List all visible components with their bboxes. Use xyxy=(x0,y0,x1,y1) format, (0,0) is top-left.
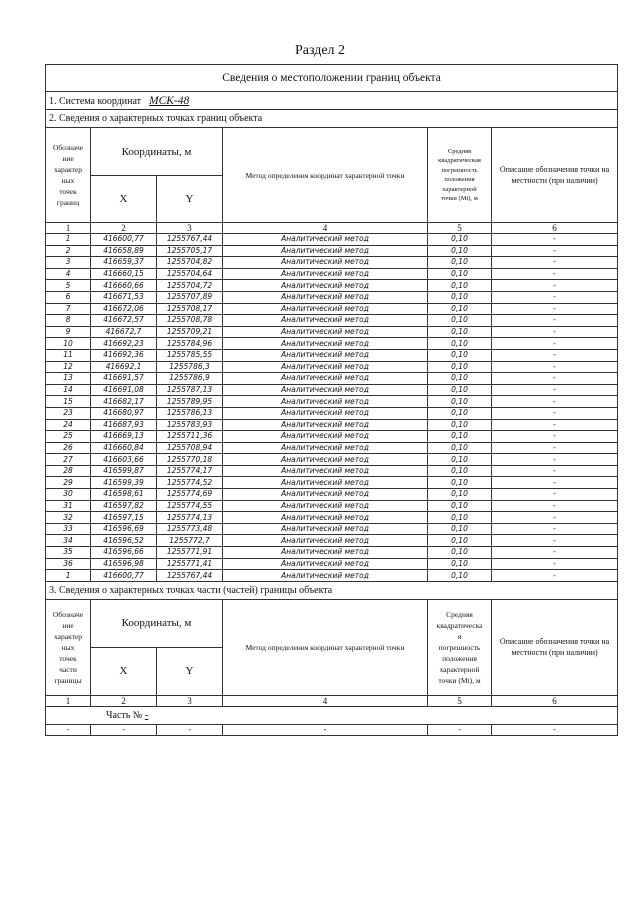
empty-cell: - xyxy=(46,724,91,735)
header-line: ных xyxy=(61,176,75,185)
coord-x: 416672,7 xyxy=(91,326,157,338)
coord-x: 416600,77 xyxy=(91,570,157,582)
column-number: 5 xyxy=(428,223,492,234)
header-line: точки (Mt), м xyxy=(438,675,481,685)
table-row xyxy=(46,442,618,454)
header-line: характерной xyxy=(439,664,480,674)
point-number: 34 xyxy=(46,535,91,547)
coord-y: 1255770,18 xyxy=(157,454,223,466)
header-line: положения xyxy=(444,176,475,183)
coord-y: 1255774,17 xyxy=(157,465,223,477)
description: - xyxy=(492,454,618,466)
point-number: 2 xyxy=(46,245,91,257)
table-row xyxy=(46,257,618,269)
coord-x: 416660,15 xyxy=(91,268,157,280)
method: Аналитический метод xyxy=(223,570,428,582)
coord-x: 416599,39 xyxy=(91,477,157,489)
coord-x: 416596,66 xyxy=(91,547,157,559)
coord-x: 416596,52 xyxy=(91,535,157,547)
s2-header-method: Метод определения координат характерной точки xyxy=(223,128,428,223)
point-number: 32 xyxy=(46,512,91,524)
point-number: 27 xyxy=(46,454,91,466)
error-value: 0,10 xyxy=(428,547,492,559)
coord-x: 416691,57 xyxy=(91,373,157,385)
coord-x: 416691,08 xyxy=(91,384,157,396)
method: Аналитический метод xyxy=(223,280,428,292)
coord-y: 1255787,13 xyxy=(157,384,223,396)
coord-y: 1255771,91 xyxy=(157,547,223,559)
table-row xyxy=(46,234,618,246)
s3-header-coordinates: Координаты, м xyxy=(91,599,223,647)
method: Аналитический метод xyxy=(223,558,428,570)
coord-y: 1255704,82 xyxy=(157,257,223,269)
point-number: 29 xyxy=(46,477,91,489)
point-number: 35 xyxy=(46,547,91,559)
table-row xyxy=(46,431,618,443)
header-line: погрешность xyxy=(441,166,478,174)
method: Аналитический метод xyxy=(223,512,428,524)
error-value: 0,10 xyxy=(428,431,492,443)
description: - xyxy=(492,338,618,350)
error-value: 0,10 xyxy=(428,419,492,431)
coord-x: 416660,84 xyxy=(91,442,157,454)
description: - xyxy=(492,268,618,280)
error-value: 0,10 xyxy=(428,338,492,350)
coord-y: 1255705,17 xyxy=(157,245,223,257)
point-number: 1 xyxy=(46,570,91,582)
method: Аналитический метод xyxy=(223,373,428,385)
s3-header-y: Y xyxy=(157,647,223,695)
column-number: 2 xyxy=(91,223,157,234)
method: Аналитический метод xyxy=(223,326,428,338)
table-row xyxy=(46,535,618,547)
table-row xyxy=(46,338,618,350)
point-number: 3 xyxy=(46,257,91,269)
header-line: Средняя xyxy=(446,609,473,619)
point-number: 23 xyxy=(46,407,91,419)
error-value: 0,10 xyxy=(428,384,492,396)
coord-y: 1255771,41 xyxy=(157,558,223,570)
description: - xyxy=(492,558,618,570)
coord-x: 416603,66 xyxy=(91,454,157,466)
error-value: 0,10 xyxy=(428,291,492,303)
s2-header-coordinates: Координаты, м xyxy=(91,128,223,176)
method: Аналитический метод xyxy=(223,489,428,501)
error-value: 0,10 xyxy=(428,465,492,477)
method: Аналитический метод xyxy=(223,338,428,350)
empty-cell: - xyxy=(492,724,618,735)
coord-x: 416692,36 xyxy=(91,349,157,361)
error-value: 0,10 xyxy=(428,500,492,512)
table-row xyxy=(46,512,618,524)
description: - xyxy=(492,512,618,524)
column-number: 4 xyxy=(223,223,428,234)
table-row xyxy=(46,326,618,338)
table-row xyxy=(46,361,618,373)
s3-header-method: Метод определения координат характерной точки xyxy=(223,599,428,695)
header-line: характерной xyxy=(442,185,477,193)
table-row xyxy=(46,384,618,396)
s3-header-description: Описание обозначения точки на местности (при наличии) xyxy=(492,599,618,695)
coord-x: 416660,66 xyxy=(91,280,157,292)
coord-y: 1255786,13 xyxy=(157,407,223,419)
coord-x: 416672,06 xyxy=(91,303,157,315)
table-row xyxy=(46,315,618,327)
coord-system-value: МСК-48 xyxy=(149,94,190,107)
point-number: 36 xyxy=(46,558,91,570)
description: - xyxy=(492,570,618,582)
document-frame xyxy=(45,64,617,736)
method: Аналитический метод xyxy=(223,477,428,489)
coord-y: 1255773,48 xyxy=(157,523,223,535)
table-row xyxy=(46,558,618,570)
coord-y: 1255774,55 xyxy=(157,500,223,512)
table-row xyxy=(46,570,618,582)
description: - xyxy=(492,465,618,477)
header-line: погрешность xyxy=(438,642,481,652)
coord-y: 1255767,44 xyxy=(157,570,223,582)
method: Аналитический метод xyxy=(223,442,428,454)
error-value: 0,10 xyxy=(428,234,492,246)
error-value: 0,10 xyxy=(428,570,492,582)
column-number: 3 xyxy=(157,223,223,234)
error-value: 0,10 xyxy=(428,523,492,535)
point-number: 6 xyxy=(46,291,91,303)
column-number: 2 xyxy=(91,695,157,706)
column-number: 1 xyxy=(46,695,91,706)
coord-y: 1255783,93 xyxy=(157,419,223,431)
table-row xyxy=(46,500,618,512)
method: Аналитический метод xyxy=(223,454,428,466)
method: Аналитический метод xyxy=(223,315,428,327)
error-value: 0,10 xyxy=(428,442,492,454)
point-number: 33 xyxy=(46,523,91,535)
column-number: 5 xyxy=(428,695,492,706)
description: - xyxy=(492,419,618,431)
error-value: 0,10 xyxy=(428,407,492,419)
coord-x: 416659,37 xyxy=(91,257,157,269)
coord-system-row xyxy=(46,92,618,110)
description: - xyxy=(492,396,618,408)
table-row xyxy=(46,245,618,257)
header-line: я xyxy=(457,631,462,641)
point-number: 10 xyxy=(46,338,91,350)
table-row xyxy=(46,454,618,466)
s2-header-y: Y xyxy=(157,176,223,223)
description: - xyxy=(492,349,618,361)
coord-system-label: 1. Система координат xyxy=(49,95,142,107)
coord-x: 416680,97 xyxy=(91,407,157,419)
coord-x: 416598,61 xyxy=(91,489,157,501)
error-value: 0,10 xyxy=(428,535,492,547)
method: Аналитический метод xyxy=(223,500,428,512)
point-number: 13 xyxy=(46,373,91,385)
s3-column-numbers xyxy=(46,695,618,706)
point-number: 30 xyxy=(46,489,91,501)
error-value: 0,10 xyxy=(428,315,492,327)
description: - xyxy=(492,315,618,327)
method: Аналитический метод xyxy=(223,349,428,361)
method: Аналитический метод xyxy=(223,303,428,315)
description: - xyxy=(492,535,618,547)
header-line: квадратическа xyxy=(436,620,483,630)
header-line: границы xyxy=(54,675,82,685)
coord-x: 416692,23 xyxy=(91,338,157,350)
part-value: - xyxy=(144,709,149,721)
description: - xyxy=(492,489,618,501)
coord-y: 1255711,36 xyxy=(157,431,223,443)
description: - xyxy=(492,477,618,489)
s2-header-x: X xyxy=(91,176,157,223)
method: Аналитический метод xyxy=(223,257,428,269)
coord-y: 1255708,94 xyxy=(157,442,223,454)
header-line: точек xyxy=(59,653,77,663)
coord-x: 416672,57 xyxy=(91,315,157,327)
coord-y: 1255774,13 xyxy=(157,512,223,524)
coord-y: 1255767,44 xyxy=(157,234,223,246)
empty-cell: - xyxy=(157,724,223,735)
s3-header-x: X xyxy=(91,647,157,695)
method: Аналитический метод xyxy=(223,419,428,431)
point-number: 25 xyxy=(46,431,91,443)
coord-x: 416671,53 xyxy=(91,291,157,303)
header-line: характер xyxy=(54,631,82,641)
error-value: 0,10 xyxy=(428,257,492,269)
method: Аналитический метод xyxy=(223,361,428,373)
point-number: 5 xyxy=(46,280,91,292)
coord-y: 1255785,55 xyxy=(157,349,223,361)
column-number: 6 xyxy=(492,223,618,234)
error-value: 0,10 xyxy=(428,245,492,257)
coord-x: 416596,98 xyxy=(91,558,157,570)
point-number: 4 xyxy=(46,268,91,280)
description: - xyxy=(492,431,618,443)
coord-y: 1255704,64 xyxy=(157,268,223,280)
description: - xyxy=(492,280,618,292)
header-line: характер xyxy=(54,165,82,174)
header-line: точек xyxy=(59,187,77,196)
empty-cell: - xyxy=(428,724,492,735)
description: - xyxy=(492,407,618,419)
method: Аналитический метод xyxy=(223,384,428,396)
header-line: части xyxy=(59,664,77,674)
error-value: 0,10 xyxy=(428,512,492,524)
method: Аналитический метод xyxy=(223,291,428,303)
method: Аналитический метод xyxy=(223,268,428,280)
coord-x: 416692,1 xyxy=(91,361,157,373)
coord-x: 416599,87 xyxy=(91,465,157,477)
method: Аналитический метод xyxy=(223,465,428,477)
s2-header-error xyxy=(428,128,492,223)
coord-x: 416682,17 xyxy=(91,396,157,408)
coord-y: 1255784,96 xyxy=(157,338,223,350)
main-title: Сведения о местоположении границ объекта xyxy=(46,65,618,92)
point-number: 12 xyxy=(46,361,91,373)
header-line: квадратическая xyxy=(438,157,481,164)
point-number: 26 xyxy=(46,442,91,454)
point-number: 24 xyxy=(46,419,91,431)
point-number: 11 xyxy=(46,349,91,361)
s3-header-error xyxy=(428,599,492,695)
empty-cell: - xyxy=(223,724,428,735)
description: - xyxy=(492,245,618,257)
table-row xyxy=(46,291,618,303)
coord-x: 416687,93 xyxy=(91,419,157,431)
coord-y: 1255789,95 xyxy=(157,396,223,408)
s3-empty-row xyxy=(46,724,618,735)
method: Аналитический метод xyxy=(223,245,428,257)
description: - xyxy=(492,500,618,512)
coord-x: 416600,77 xyxy=(91,234,157,246)
header-line: Обозначе xyxy=(52,143,84,152)
coord-y: 1255704,72 xyxy=(157,280,223,292)
table-row xyxy=(46,373,618,385)
section2-title: 2. Сведения о характерных точках границ объекта xyxy=(46,110,618,128)
table-row xyxy=(46,523,618,535)
header-line: границ xyxy=(56,198,80,207)
description: - xyxy=(492,361,618,373)
table-row xyxy=(46,477,618,489)
boundary-table xyxy=(45,64,618,736)
coord-y: 1255786,3 xyxy=(157,361,223,373)
coord-y: 1255772,7 xyxy=(157,535,223,547)
point-number: 1 xyxy=(46,234,91,246)
point-number: 7 xyxy=(46,303,91,315)
method: Аналитический метод xyxy=(223,431,428,443)
coord-y: 1255774,52 xyxy=(157,477,223,489)
description: - xyxy=(492,303,618,315)
error-value: 0,10 xyxy=(428,303,492,315)
section3-title: 3. Сведения о характерных точках части (частей) границы объекта xyxy=(46,581,618,599)
description: - xyxy=(492,384,618,396)
error-value: 0,10 xyxy=(428,454,492,466)
error-value: 0,10 xyxy=(428,489,492,501)
part-label: Часть № xyxy=(106,709,143,721)
error-value: 0,10 xyxy=(428,349,492,361)
method: Аналитический метод xyxy=(223,547,428,559)
description: - xyxy=(492,523,618,535)
table-row xyxy=(46,547,618,559)
description: - xyxy=(492,547,618,559)
coord-x: 416669,13 xyxy=(91,431,157,443)
header-line: Средняя xyxy=(447,147,472,155)
error-value: 0,10 xyxy=(428,396,492,408)
description: - xyxy=(492,234,618,246)
coord-y: 1255786,9 xyxy=(157,373,223,385)
column-number: 1 xyxy=(46,223,91,234)
error-value: 0,10 xyxy=(428,373,492,385)
method: Аналитический метод xyxy=(223,535,428,547)
point-number: 31 xyxy=(46,500,91,512)
point-number: 28 xyxy=(46,465,91,477)
method: Аналитический метод xyxy=(223,396,428,408)
point-number: 15 xyxy=(46,396,91,408)
point-number: 14 xyxy=(46,384,91,396)
point-number: 9 xyxy=(46,326,91,338)
table-row xyxy=(46,280,618,292)
header-line: ние xyxy=(62,154,74,163)
description: - xyxy=(492,257,618,269)
table-row xyxy=(46,489,618,501)
coord-y: 1255708,78 xyxy=(157,315,223,327)
header-line: ных xyxy=(61,642,75,652)
coord-y: 1255708,17 xyxy=(157,303,223,315)
error-value: 0,10 xyxy=(428,361,492,373)
header-line: ние xyxy=(62,620,74,630)
description: - xyxy=(492,326,618,338)
method: Аналитический метод xyxy=(223,407,428,419)
empty-cell: - xyxy=(91,724,157,735)
table-row xyxy=(46,268,618,280)
s3-header-designation xyxy=(46,599,91,695)
table-row xyxy=(46,303,618,315)
error-value: 0,10 xyxy=(428,280,492,292)
part-label-row xyxy=(46,706,618,724)
error-value: 0,10 xyxy=(428,558,492,570)
header-line: точки (Mt), м xyxy=(441,195,478,202)
column-number: 3 xyxy=(157,695,223,706)
coord-x: 416597,15 xyxy=(91,512,157,524)
header-line: Обозначе xyxy=(52,609,84,619)
coord-x: 416597,82 xyxy=(91,500,157,512)
page-title: Раздел 2 xyxy=(294,43,346,58)
coord-x: 416596,69 xyxy=(91,523,157,535)
description: - xyxy=(492,373,618,385)
s2-header-description: Описание обозначения точки на местности (при наличии) xyxy=(492,128,618,223)
table-row xyxy=(46,419,618,431)
coord-y: 1255774,69 xyxy=(157,489,223,501)
description: - xyxy=(492,291,618,303)
method: Аналитический метод xyxy=(223,523,428,535)
table-row xyxy=(46,396,618,408)
coord-y: 1255707,89 xyxy=(157,291,223,303)
coord-y: 1255709,21 xyxy=(157,326,223,338)
s2-header-designation xyxy=(46,128,91,223)
method: Аналитический метод xyxy=(223,234,428,246)
coord-x: 416658,89 xyxy=(91,245,157,257)
point-number: 8 xyxy=(46,315,91,327)
column-number: 6 xyxy=(492,695,618,706)
column-number: 4 xyxy=(223,695,428,706)
table-row xyxy=(46,465,618,477)
table-row xyxy=(46,349,618,361)
s2-column-numbers xyxy=(46,223,618,234)
error-value: 0,10 xyxy=(428,268,492,280)
error-value: 0,10 xyxy=(428,477,492,489)
description: - xyxy=(492,442,618,454)
table-row xyxy=(46,407,618,419)
error-value: 0,10 xyxy=(428,326,492,338)
header-line: положения xyxy=(442,653,477,663)
